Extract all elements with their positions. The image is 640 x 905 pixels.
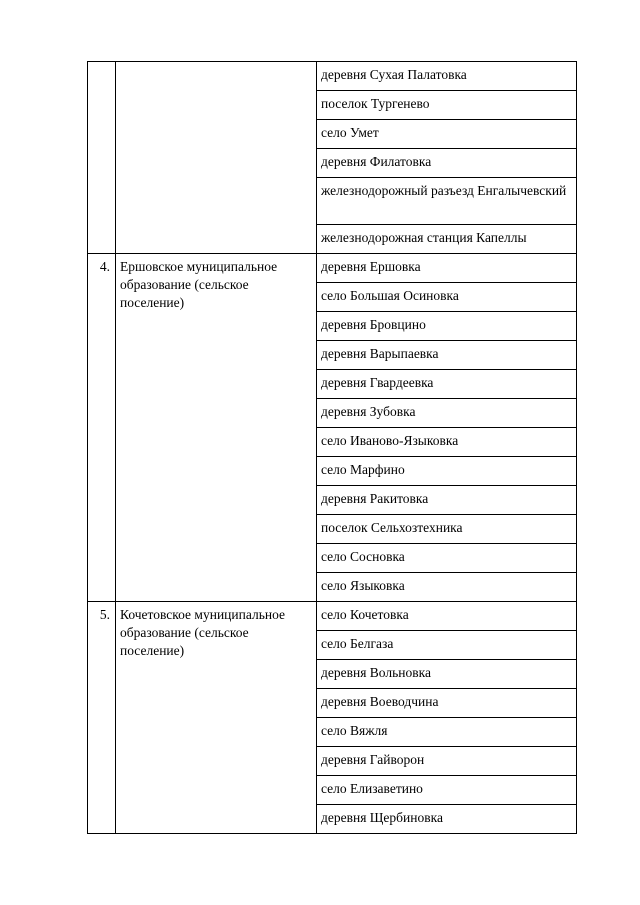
settlement-name: железнодорожная станция Капеллы [317,225,577,254]
settlement-name: деревня Зубовка [317,399,577,428]
settlement-name: деревня Гайворон [317,747,577,776]
settlement-name: деревня Сухая Палатовка [317,62,577,91]
table-row [88,62,577,91]
settlement-name: село Вяжля [317,718,577,747]
settlement-name: село Языковка [317,573,577,602]
settlement-name: деревня Щербиновка [317,805,577,834]
row-number: 4. [88,254,116,602]
settlement-name: село Большая Осиновка [317,283,577,312]
settlement-name: поселок Сельхозтехника [317,515,577,544]
settlement-name: деревня Бровцино [317,312,577,341]
municipality-name: Кочетовское муниципальное образование (сельское поселение) [116,602,317,834]
row-number [88,62,116,254]
settlement-name: деревня Вольновка [317,660,577,689]
table-row [88,602,577,631]
settlement-name: село Умет [317,120,577,149]
settlement-name: поселок Тургенево [317,91,577,120]
settlement-name: село Кочетовка [317,602,577,631]
settlements-table [87,61,577,834]
table-row [88,254,577,283]
settlement-name: село Елизаветино [317,776,577,805]
settlement-name: деревня Ракитовка [317,486,577,515]
settlements-table-body [88,62,577,834]
settlement-name: село Белгаза [317,631,577,660]
settlement-name: село Марфино [317,457,577,486]
settlement-name: село Иваново-Языковка [317,428,577,457]
settlement-name: деревня Филатовка [317,149,577,178]
settlement-name: деревня Гвардеевка [317,370,577,399]
row-number: 5. [88,602,116,834]
municipality-name [116,62,317,254]
settlement-name: село Сосновка [317,544,577,573]
settlement-name: деревня Варыпаевка [317,341,577,370]
settlement-name: железнодорожный разъезд Енгалычевский [317,178,577,225]
municipality-name: Ершовское муниципальное образование (сельское поселение) [116,254,317,602]
settlement-name: деревня Воеводчина [317,689,577,718]
settlement-name: деревня Ершовка [317,254,577,283]
